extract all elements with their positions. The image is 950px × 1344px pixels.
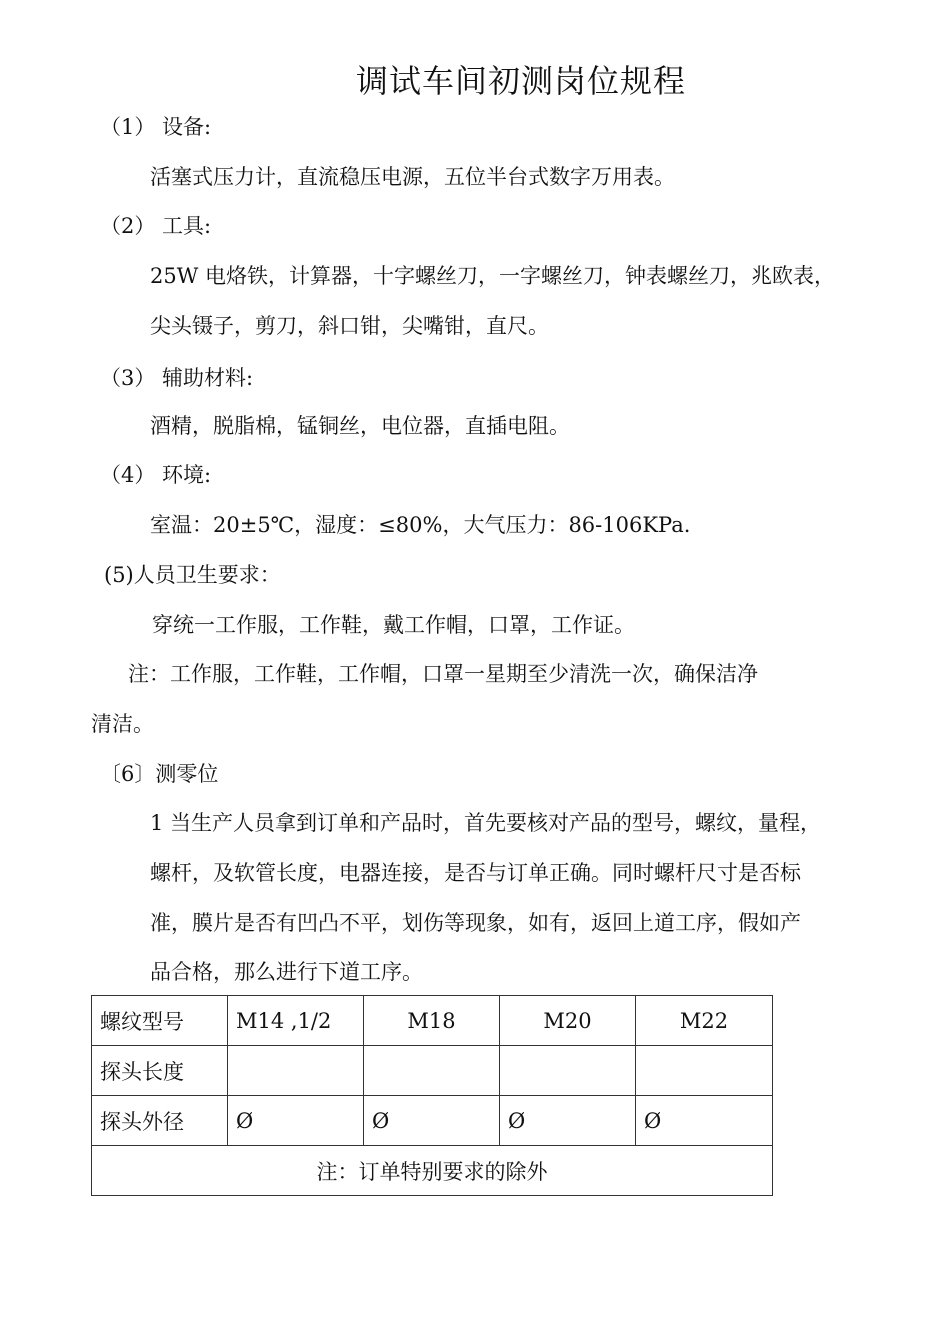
thread-model-cell: M20 <box>500 996 636 1046</box>
probe-length-cell <box>228 1046 364 1096</box>
tools-heading: （2） 工具: <box>100 214 212 238</box>
probe-diameter-cell: Ø <box>364 1096 500 1146</box>
probe-diameter-cell: Ø <box>228 1096 364 1146</box>
zero-procedure-line2: 螺杆，及软管长度，电器连接，是否与订单正确。同时螺杆尺寸是否标 <box>150 861 801 885</box>
materials-text: 酒精，脱脂棉，锰铜丝，电位器，直插电阻。 <box>150 414 570 438</box>
probe-spec-table <box>91 995 773 1196</box>
table-row <box>92 1046 773 1096</box>
table-row <box>92 1096 773 1146</box>
probe-diameter-cell: Ø <box>636 1096 773 1146</box>
note-line1: 注：工作服，工作鞋，工作帽，口罩一星期至少清洗一次，确保洁净 <box>128 662 758 686</box>
hygiene-heading: (5)人员卫生要求： <box>104 563 281 587</box>
zero-procedure-line4: 品合格，那么进行下道工序。 <box>150 960 423 984</box>
tools-text-line2: 尖头镊子，剪刀，斜口钳，尖嘴钳，直尺。 <box>150 314 549 338</box>
row-label-probe-diameter: 探头外径 <box>92 1096 228 1146</box>
thread-model-cell: M22 <box>636 996 773 1046</box>
zero-procedure-line3: 准，膜片是否有凹凸不平，划伤等现象，如有，返回上道工序，假如产 <box>150 911 801 935</box>
tools-text-line1: 25W 电烙铁，计算器，十字螺丝刀，一字螺丝刀，钟表螺丝刀，兆欧表， <box>150 264 835 288</box>
equipment-heading: （1） 设备: <box>100 115 212 139</box>
hygiene-text: 穿统一工作服，工作鞋，戴工作帽，口罩，工作证。 <box>152 613 635 637</box>
table-row <box>92 996 773 1046</box>
equipment-text: 活塞式压力计，直流稳压电源，五位半台式数字万用表。 <box>150 165 675 189</box>
table-footnote: 注：订单特别要求的除外 <box>92 1146 773 1196</box>
table-row <box>92 1146 773 1196</box>
probe-length-cell <box>500 1046 636 1096</box>
thread-model-cell: M18 <box>364 996 500 1046</box>
note-line2: 清洁。 <box>91 712 154 736</box>
probe-diameter-cell: Ø <box>500 1096 636 1146</box>
row-label-thread-model: 螺纹型号 <box>92 996 228 1046</box>
environment-text: 室温：20±5℃，湿度：≤80%，大气压力：86-106KPa. <box>150 513 691 537</box>
probe-length-cell <box>636 1046 773 1096</box>
zero-procedure-line1: 1 当生产人员拿到订单和产品时，首先要核对产品的型号，螺纹，量程， <box>150 811 822 835</box>
materials-heading: （3） 辅助材料: <box>100 366 254 390</box>
page-title: 调试车间初测岗位规程 <box>356 62 687 100</box>
zero-position-heading: 〔6〕测零位 <box>100 762 219 786</box>
thread-model-cell: M14 ,1/2 <box>228 996 364 1046</box>
probe-length-cell <box>364 1046 500 1096</box>
row-label-probe-length: 探头长度 <box>92 1046 228 1096</box>
environment-heading: （4） 环境: <box>100 463 212 487</box>
